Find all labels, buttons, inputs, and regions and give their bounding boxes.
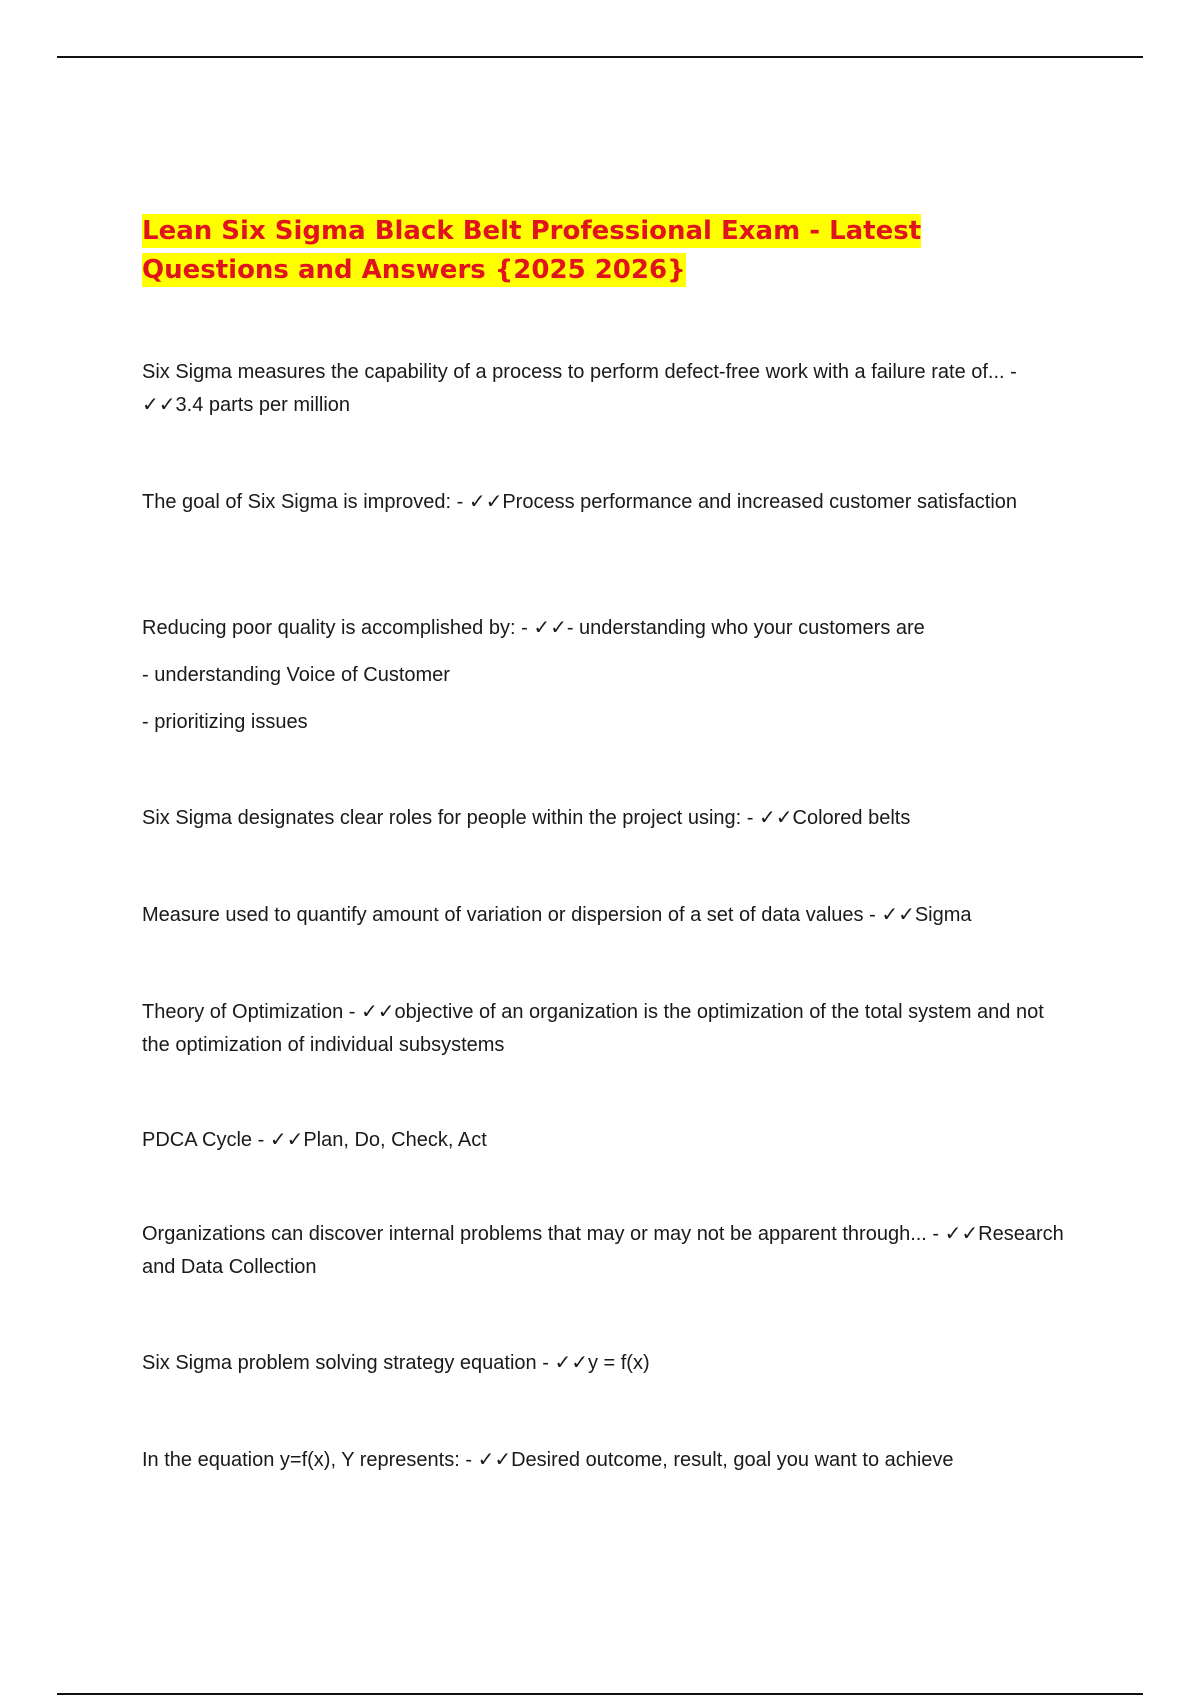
answer: Sigma bbox=[914, 904, 972, 926]
separator: - bbox=[451, 491, 469, 513]
question: Reducing poor quality is accomplished by: bbox=[142, 617, 516, 639]
answer: - understanding who your customers are bbox=[566, 617, 925, 639]
question: Organizations can discover internal problems that may or may not be apparent through... bbox=[142, 1223, 927, 1245]
check-marks-icon: ✓✓ bbox=[269, 1129, 304, 1151]
separator: - bbox=[926, 1223, 945, 1245]
title-highlight: Lean Six Sigma Black Belt Professional Exam - Latest Questions and Answers {2025 2026} bbox=[142, 216, 922, 285]
qa-item-4 bbox=[142, 802, 1072, 835]
separator: - bbox=[1004, 361, 1017, 383]
question: Measure used to quantify amount of variation or dispersion of a set of data values bbox=[142, 904, 864, 926]
answer-continuation: - prioritizing issues bbox=[142, 711, 308, 733]
answer: Desired outcome, result, goal you want to achieve bbox=[511, 1449, 954, 1471]
check-marks-icon: ✓✓ bbox=[759, 807, 793, 829]
answer: Process performance and increased customer satisfaction bbox=[502, 491, 1018, 513]
separator: - bbox=[459, 1449, 478, 1471]
check-marks-icon: ✓✓ bbox=[477, 1449, 512, 1471]
answer: objective of an organization is the optimization of the total system and not the optimization of individual subsystems bbox=[142, 1001, 1044, 1056]
separator: - bbox=[343, 1001, 361, 1023]
question: The goal of Six Sigma is improved: bbox=[142, 491, 452, 513]
separator: - bbox=[863, 904, 882, 926]
separator: - bbox=[252, 1129, 270, 1151]
qa-item-8 bbox=[142, 1218, 1072, 1284]
answer: Research and Data Collection bbox=[142, 1223, 1064, 1278]
check-marks-icon: ✓✓ bbox=[468, 491, 503, 513]
check-marks-icon: ✓✓ bbox=[533, 617, 567, 639]
separator: - bbox=[741, 807, 759, 829]
question: Six Sigma designates clear roles for people within the project using: bbox=[142, 807, 742, 829]
question: In the equation y=f(x), Y represents: bbox=[142, 1449, 460, 1471]
qa-item-5 bbox=[142, 899, 1072, 932]
qa-item-7 bbox=[142, 1124, 1072, 1157]
document-title bbox=[142, 212, 1022, 290]
top-rule bbox=[57, 56, 1143, 58]
question: PDCA Cycle bbox=[142, 1129, 253, 1151]
qa-item-9 bbox=[142, 1347, 1072, 1380]
qa-item-3 bbox=[142, 612, 1072, 739]
check-marks-icon: ✓✓ bbox=[142, 394, 176, 416]
qa-line bbox=[142, 612, 1072, 645]
answer: Plan, Do, Check, Act bbox=[303, 1129, 487, 1151]
answer-continuation: - understanding Voice of Customer bbox=[142, 664, 450, 686]
check-marks-icon: ✓✓ bbox=[944, 1223, 979, 1245]
check-marks-icon: ✓✓ bbox=[554, 1352, 588, 1374]
answer: y = f(x) bbox=[587, 1352, 650, 1374]
qa-item-2 bbox=[142, 486, 1072, 519]
answer: Colored belts bbox=[792, 807, 911, 829]
answer: 3.4 parts per million bbox=[175, 394, 351, 416]
question: Theory of Optimization bbox=[142, 1001, 344, 1023]
question: Six Sigma problem solving strategy equation bbox=[142, 1352, 537, 1374]
check-marks-icon: ✓✓ bbox=[881, 904, 915, 926]
bottom-rule bbox=[57, 1693, 1143, 1695]
question: Six Sigma measures the capability of a process to perform defect-free work with a failure rate of... bbox=[142, 361, 1005, 383]
separator: - bbox=[536, 1352, 555, 1374]
separator: - bbox=[515, 617, 534, 639]
qa-item-1 bbox=[142, 356, 1072, 422]
qa-item-6 bbox=[142, 996, 1072, 1062]
check-marks-icon: ✓✓ bbox=[360, 1001, 395, 1023]
qa-item-10 bbox=[142, 1444, 1072, 1477]
